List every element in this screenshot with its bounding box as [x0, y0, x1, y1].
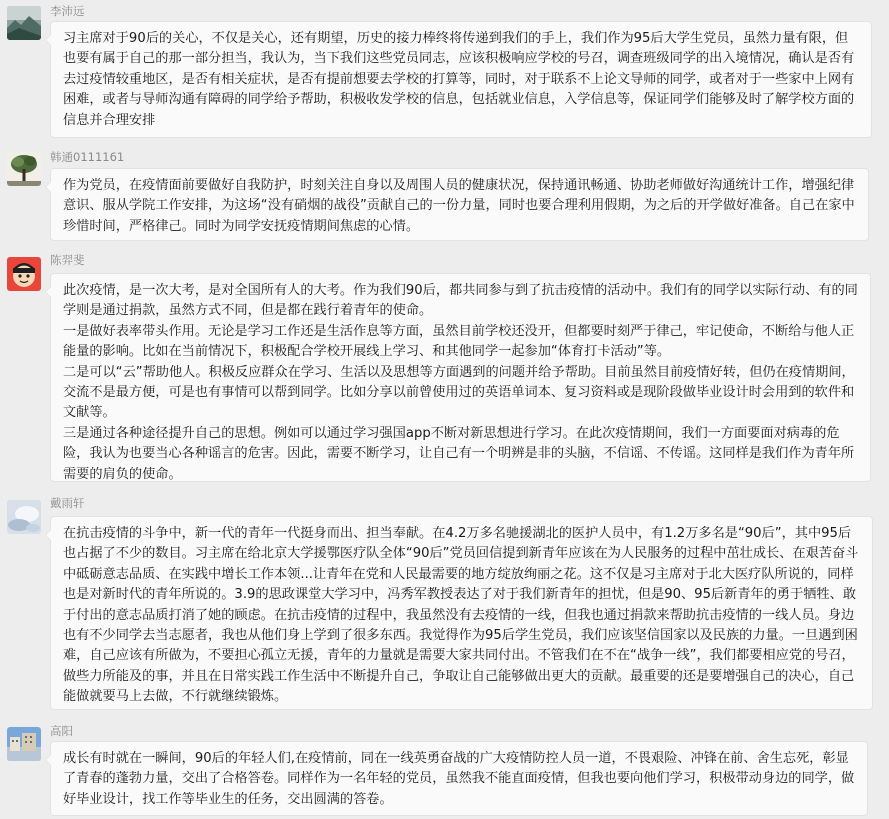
avatar[interactable] — [7, 727, 41, 761]
avatar[interactable] — [7, 500, 41, 534]
sender-name: 戴雨轩 — [50, 496, 85, 510]
sender-name: 韩通0111161 — [50, 150, 125, 164]
sender-name: 陈羿斐 — [50, 253, 85, 267]
avatar[interactable] — [7, 152, 41, 186]
avatar[interactable] — [7, 257, 41, 291]
message-bubble[interactable] — [50, 21, 872, 138]
sender-name: 高阳 — [50, 724, 73, 738]
landscape-photo-icon — [7, 6, 41, 40]
message-text: 作为党员，在疫情面前要做好自我防护，时刻关注自身以及周围人员的健康状况，保持通讯畅通、协助老师做好沟通统计工作，增强纪律意识、服从学院工作安排，为这场“没有硝烟的战役”贡献自己的一份力量，同时也要合理利用假期，为之后的开学做好准备。自己在家中珍惜时间，严格律己。同时为同学安抚疫情期间焦虑的心情。 — [63, 178, 855, 234]
message-text: 成长有时就在一瞬间，90后的年轻人们,在疫情前，同在一线英勇奋战的广大疫情防控人员一道，不畏艰险、冲锋在前、舍生忘死，彰显了青春的蓬勃力量，交出了合格答卷。同样作为一名年轻的党员，虽然我不能直面疫情，但我也要向他们学习，积极带动身边的同学，做好毕业设计，找工作等毕业生的任务，交出圆满的答卷。 — [63, 751, 855, 807]
blurred-photo-icon — [7, 500, 41, 534]
sender-name: 李沛远 — [50, 4, 85, 18]
message-paragraph: 三是通过各种途径提升自己的思想。例如可以通过学习强国app不断对新思想进行学习。在此次疫情期间，我们一方面要面对病毒的危险，我认为也要当心各种谣言的危害。因此，需要不断学习，让自己有一个明辨是非的头脑，不信谣、不传谣。这同样是我们作为青年所需要的肩负的使命。 — [63, 425, 855, 482]
message-text: 习主席对于90后的关心，不仅是关心，还有期望，历史的接力棒终将传递到我们的手上，我们作为95后大学生党员，虽然力量有限，但也要有属于自己的那一部分担当，我认为，当下我们这些党员同志，应该积极响应学校的号召，调查班级同学的出入境情况，确认是否有去过疫情较重地区，是否有相关症状，是否有提前想要去学校的打算等，同时，对于联系不上论文导师的同学，或者对于一些家中上网有困难，或者与导师沟通有障碍的同学给予帮助，积极收发学校的信息，包括就业信息，入学信息等，保证同学们能够及时了解学校方面的信息并合理安排 — [63, 31, 855, 128]
message-paragraph: 一是做好表率带头作用。无论是学习工作还是生活作息等方面，虽然目前学校还没开，但都要时刻严于律己，牢记使命，不断给与他人正能量的影响。比如在当前情况下，积极配合学校开展线上学习、和其他同学一起参加“体育打卡活动”等。 — [63, 323, 855, 360]
message-bubble[interactable] — [50, 273, 871, 482]
cartoon-character-icon — [7, 257, 41, 291]
tree-photo-icon — [7, 152, 41, 186]
message-bubble[interactable] — [50, 516, 873, 710]
message-text: 在抗击疫情的斗争中，新一代的青年一代挺身而出、担当奉献。在4.2万多名驰援湖北的医护人员中，有1.2万多名是“90后”，其中95后也占据了不少的数目。习主席在给北京大学援鄂医疗队全体“90后”党员回信提到新青年应该在为人民服务的过程中茁壮成长、在艰苦奋斗中砥砺意志品质、在实践中增长工作本领...让青年在党和人民最需要的地方绽放绚丽之花。这不仅是习主席对于北大医疗队所说的，同样也是对新时代的青年所说的。3.9的思政课堂大学习中，冯秀军教授表达了对于我们新青年的担忧，但是90、95后新青年的勇于牺牲、敢于付出的意志品质打消了她的顾虑。在抗击疫情的过程中，我虽然没有去疫情的一线，但我也通过捐款来帮助抗击疫情的一线人员。身边也有不少同学去当志愿者，我也从他们身上学到了很多东西。我觉得作为95后学生党员，我们应该坚信国家以及民族的力量。一旦遇到困难，自己应该有所做为，不要担心孤立无援，青年的力量就是需要大家共同付出。不管我们在不在“战争一线”，我们都要相应党的号召，做些力所能及的事，并且在日常实践工作生活中不断提升自己，争取让自己能够做出更大的贡献。最重要的还是要增强自己的决心，自己能做就要马上去做，不行就继续锻炼。 — [63, 526, 859, 705]
message-paragraph: 此次疫情，是一次大考，是对全国所有人的大考。作为我们90后，都共同参与到了抗击疫情的活动中。我们有的同学以实际行动、有的同学则是通过捐款，虽然方式不同，但是都在践行着青年的使命。 — [63, 283, 858, 319]
message-bubble[interactable] — [50, 741, 868, 816]
message-paragraph: 二是可以“云”帮助他人。积极反应群众在学习、生活以及思想等方面遇到的问题并给予帮助。目前虽然目前疫情好转，但仍在疫情期间，交流不是最方便，可是也有事情可以帮到同学。比如分享以前曾使用过的英语单词本、复习资料或是现阶段做毕业设计时会用到的软件和文献等。 — [63, 364, 855, 421]
building-photo-icon — [7, 727, 41, 761]
avatar[interactable] — [7, 6, 41, 40]
message-bubble[interactable] — [50, 168, 869, 241]
